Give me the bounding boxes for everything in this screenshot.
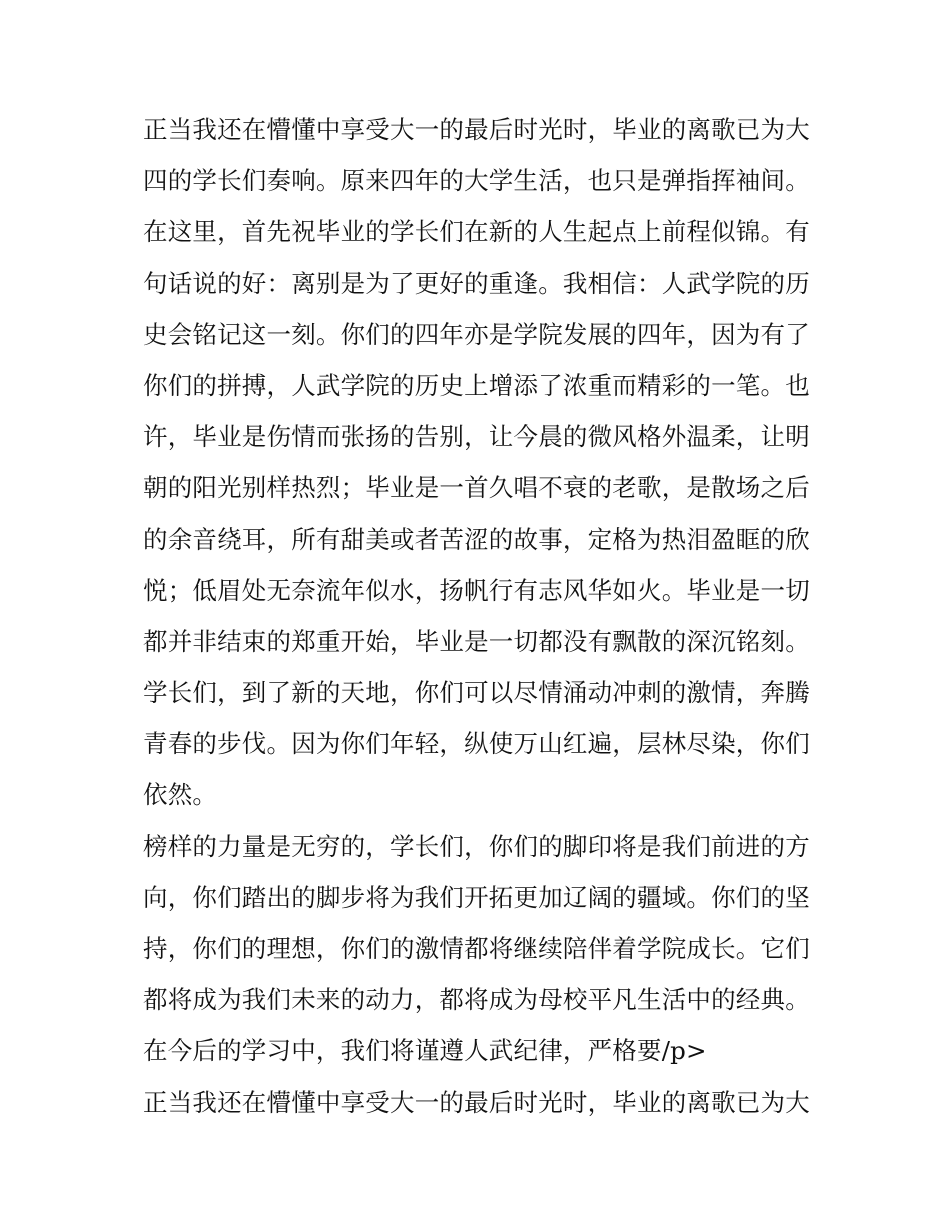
text-line: 悦；低眉处无奈流年似水，扬帆行有志风华如火。毕业是一切 bbox=[143, 575, 810, 605]
text-line: 都并非结束的郑重开始，毕业是一切都没有飘散的深沉铭刻。 bbox=[143, 626, 810, 656]
text-line: 在这里，首先祝毕业的学长们在新的人生起点上前程似锦。有 bbox=[143, 217, 810, 247]
text-line: 史会铭记这一刻。你们的四年亦是学院发展的四年，因为有了 bbox=[143, 319, 810, 349]
text-line: 学长们，到了新的天地，你们可以尽情涌动冲刺的激情，奔腾 bbox=[143, 678, 810, 708]
text-line: 许，毕业是伤情而张扬的告别，让今晨的微风格外温柔，让明 bbox=[143, 422, 810, 452]
text-line: 正当我还在懵懂中享受大一的最后时光时，毕业的离歌已为大 bbox=[143, 1087, 810, 1117]
text-line: 朝的阳光别样热烈；毕业是一首久唱不衰的老歌，是散场之后 bbox=[143, 473, 810, 503]
text-line: 你们的拼搏，人武学院的历史上增添了浓重而精彩的一笔。也 bbox=[143, 370, 810, 400]
text-line: 青春的步伐。因为你们年轻，纵使万山红遍，层林尽染，你们 bbox=[143, 729, 810, 759]
text-line: 榜样的力量是无穷的，学长们，你们的脚印将是我们前进的方 bbox=[143, 831, 810, 861]
text-line: 向，你们踏出的脚步将为我们开拓更加辽阔的疆域。你们的坚 bbox=[143, 882, 810, 912]
text-line: 的余音绕耳，所有甜美或者苦涩的故事，定格为热泪盈眶的欣 bbox=[143, 524, 810, 554]
text-line: 依然。 bbox=[143, 780, 218, 810]
text-line: 句话说的好：离别是为了更好的重逢。我相信：人武学院的历 bbox=[143, 268, 810, 298]
document-body-text bbox=[143, 104, 823, 1128]
text-line: 在今后的学习中，我们将谨遵人武纪律，严格要/p> bbox=[143, 1036, 707, 1066]
text-line: 持，你们的理想，你们的激情都将继续陪伴着学院成长。它们 bbox=[143, 934, 810, 963]
text-line: 四的学长们奏响。原来四年的大学生活，也只是弹指挥袖间。 bbox=[143, 166, 810, 196]
text-line: 都将成为我们未来的动力，都将成为母校平凡生活中的经典。 bbox=[143, 985, 810, 1015]
text-line: 正当我还在懵懂中享受大一的最后时光时，毕业的离歌已为大 bbox=[143, 115, 810, 144]
